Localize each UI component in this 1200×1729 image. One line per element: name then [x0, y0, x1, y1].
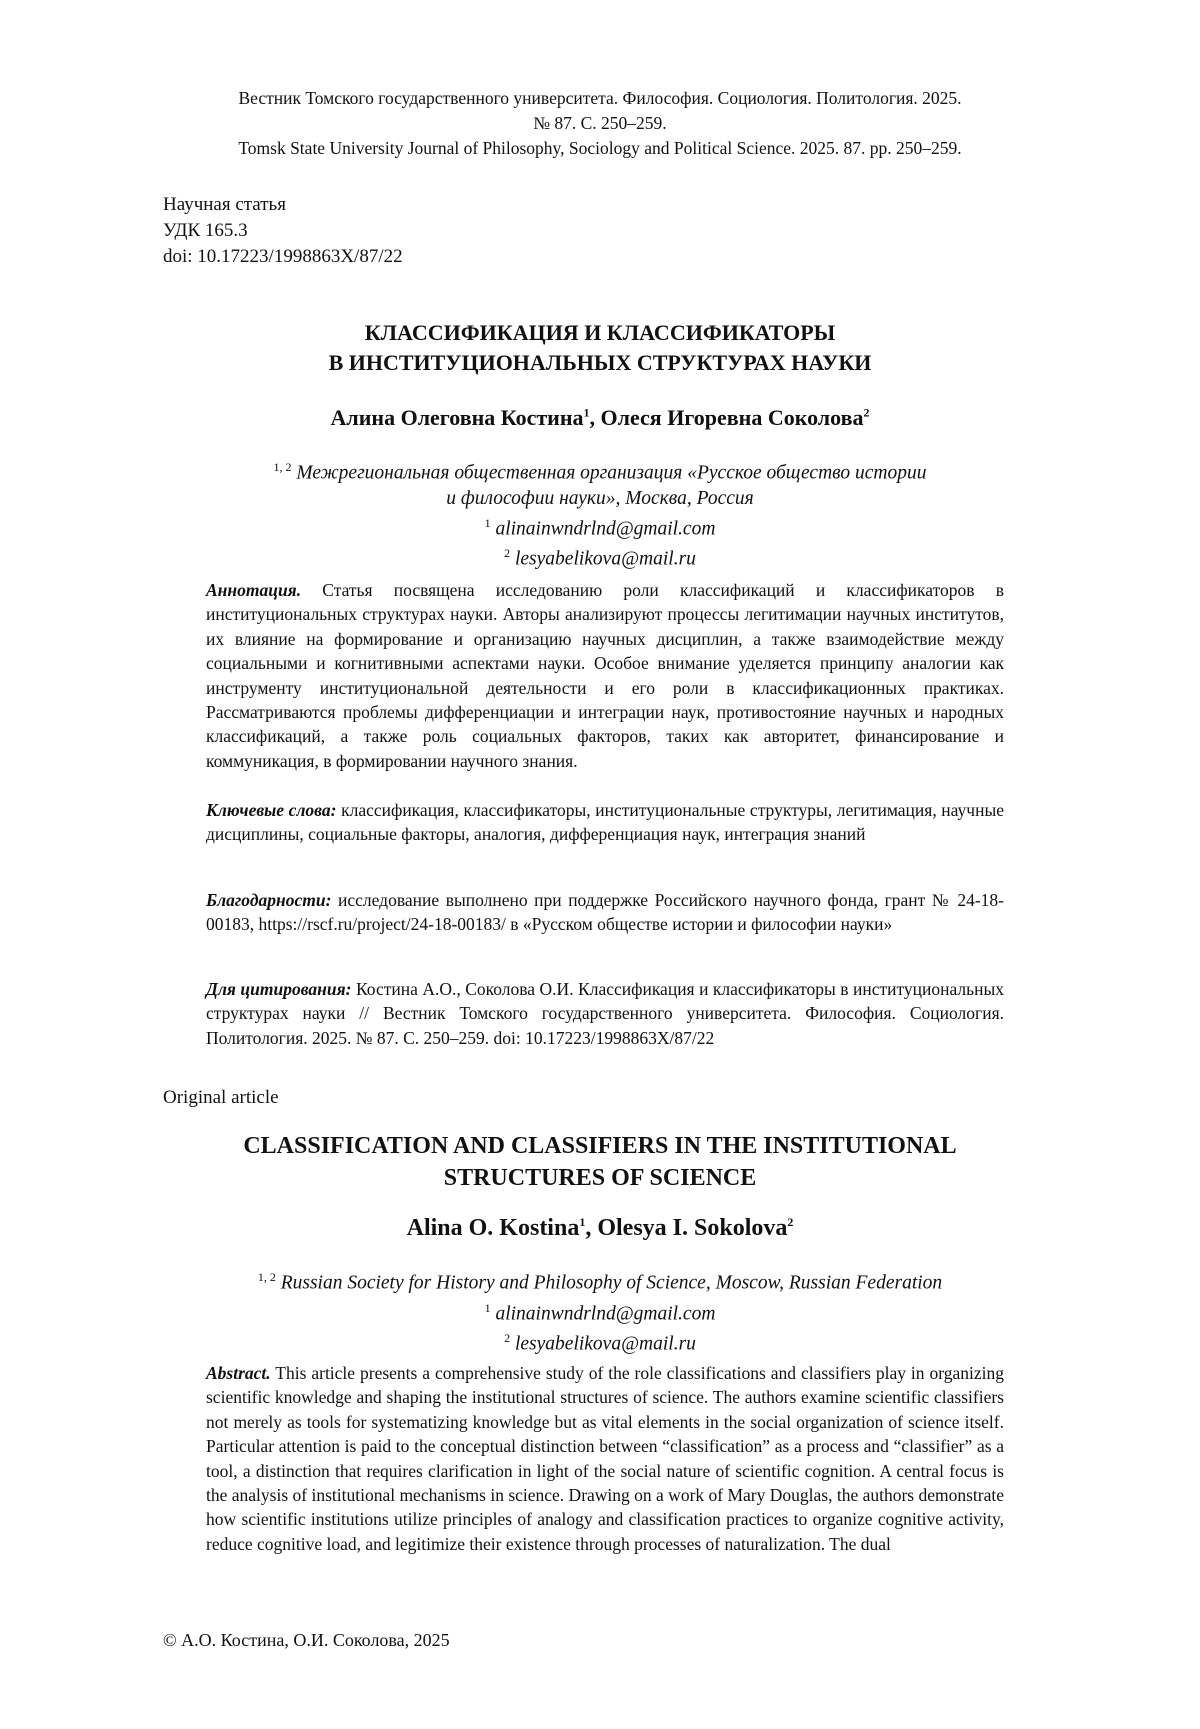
- email2-ru: lesyabelikova@mail.ru: [514, 548, 696, 570]
- authors-ru: Алина Олеговна Костина$^1$, Олеся Игоревна Соколова$^2$: [330, 405, 870, 430]
- acknowledgements-ru: [206, 888, 1004, 937]
- abstract-en: [206, 1361, 1004, 1556]
- title-en-line1: CLASSIFICATION AND CLASSIFIERS IN THE INSTITUTIONAL: [243, 1133, 957, 1159]
- ack-ru-label: Благодарности:: [206, 890, 332, 910]
- author2-en: Olesya I. Sokolova: [597, 1215, 788, 1241]
- keywords-ru-label: Ключевые слова:: [206, 800, 337, 820]
- ack-ru-text: исследование выполнено при поддержке Российского научного фонда, грант № 24-18-00183, https://rscf.ru/project/24-18-00183/ в «Русском обществе истории и философии науки»: [206, 890, 1005, 935]
- citation-ru: [206, 977, 1004, 1050]
- article-type-ru: Научная статья: [163, 194, 286, 215]
- abstract-ru-text: Статья посвящена исследованию роли классификаций и классификаторов в институциональных структурах науки. Авторы анализируют процессы легитимации научных институтов, их влияние на формирование и организацию научных дисциплин, а также взаимодействие между социальными и когнитивными аспектами науки. Особое внимание уделяется принципу аналогии как инструменту институциональной деятельности и его роли в классификационных практиках. Рассматриваются проблемы дифференциации и интеграции наук, противостояние научных и народных классификаций, а также роль социальных факторов, таких как авторитет, финансирование и коммуникация, в формировании научного знания.: [206, 580, 1004, 771]
- udk-code: УДК 165.3: [163, 220, 248, 241]
- keywords-ru-text: классификация, классификаторы, институциональные структуры, легитимация, научные дисциплины, социальные факторы, аналогия, дифференциация наук, интеграция знаний: [206, 800, 1004, 845]
- abstract-ru-label: Аннотация.: [206, 580, 302, 600]
- author1-ru: Алина Олеговна Костина: [330, 405, 584, 430]
- affiliation-ru: [210, 455, 990, 572]
- title-en-line2: STRUCTURES OF SCIENCE: [443, 1165, 757, 1191]
- authors-en: Alina O. Kostina$^1$, Olesya I. Sokolova$^2$: [406, 1215, 794, 1241]
- author2-ru-sup: 2: [863, 405, 870, 420]
- doi: doi: 10.17223/1998863X/87/22: [163, 246, 403, 267]
- journal-header-ru: Вестник Томского государственного университета. Философия. Социология. Политология. 2025.: [238, 88, 962, 108]
- copyright: © А.О. Костина, О.И. Соколова, 2025: [163, 1630, 450, 1650]
- journal-header: [150, 86, 1050, 161]
- affil-ru-sup: 1, 2: [273, 460, 292, 474]
- email1-en-sup: 1: [484, 1300, 491, 1315]
- affiliation-en: [200, 1265, 1000, 1357]
- keywords-ru: [206, 798, 1004, 847]
- abstract-ru: [206, 578, 1004, 773]
- author1-en-sup: 1: [579, 1215, 586, 1229]
- affil-en-text: Russian Society for History and Philosophy of Science, Moscow, Russian Federation: [280, 1272, 943, 1294]
- email2-en: lesyabelikova@mail.ru: [514, 1333, 696, 1355]
- affil-en-sup: 1, 2: [257, 1270, 276, 1284]
- author1-en: Alina O. Kostina: [406, 1215, 580, 1241]
- email2-en-sup: 2: [504, 1331, 511, 1345]
- abstract-en-text: This article presents a comprehensive study of the role classifications and classifiers play in organizing scientific knowledge and shaping the institutional structures of science. The authors examine scientific classifiers not merely as tools for systematizing knowledge but as vital elements in the social organization of science itself. Particular attention is paid to the conceptual distinction between “classification” as a process and “classifier” as a tool, a distinction that requires clarification in light of the social nature of scientific cognition. A central focus is the analysis of institutional mechanisms in science. Drawing on a work of Mary Douglas, the authors demonstrate how scientific institutions utilize principles of analogy and classification practices to organize cognitive activity, reduce cognitive load, and legitimize their existence through processes of naturalization. The dual: [206, 1363, 1005, 1554]
- journal-header-en: Tomsk State University Journal of Philosophy, Sociology and Political Science. 2025. 87. pp. 250–259.: [238, 138, 962, 158]
- abstract-en-label: Abstract.: [206, 1363, 271, 1383]
- affil-ru-line2: и философии науки», Москва, Россия: [446, 487, 754, 509]
- title-ru-line2: В ИНСТИТУЦИОНАЛЬНЫХ СТРУКТУРАХ НАУКИ: [328, 350, 872, 375]
- title-ru-line1: КЛАССИФИКАЦИЯ И КЛАССИФИКАТОРЫ: [364, 320, 836, 345]
- email1-en: alinainwndrlnd@gmail.com: [495, 1303, 716, 1324]
- article-type-en: Original article: [163, 1087, 279, 1108]
- author1-ru-sup: 1: [583, 405, 590, 420]
- title-ru: [150, 318, 1050, 378]
- email1-ru: alinainwndrlnd@gmail.com: [495, 518, 716, 539]
- article-meta: [163, 192, 403, 270]
- cite-ru-label: Для цитирования:: [206, 979, 352, 999]
- cite-ru-text: Костина А.О., Соколова О.И. Классификация и классификаторы в институциональных структурах науки // Вестник Томского государственного университета. Философия. Социология. Политология. 2025. № 87. С. 250–259. doi: 10.17223/1998863X/87/22: [206, 979, 1005, 1048]
- email2-ru-sup: 2: [504, 546, 511, 560]
- author2-ru: Олеся Игоревна Соколова: [600, 405, 864, 430]
- journal-header-issue: № 87. С. 250–259.: [533, 113, 667, 133]
- affil-ru-line1: Межрегиональная общественная организация «Русское общество истории: [296, 462, 927, 484]
- title-en: [150, 1130, 1050, 1194]
- author2-en-sup: 2: [787, 1215, 794, 1229]
- email1-ru-sup: 1: [484, 515, 491, 530]
